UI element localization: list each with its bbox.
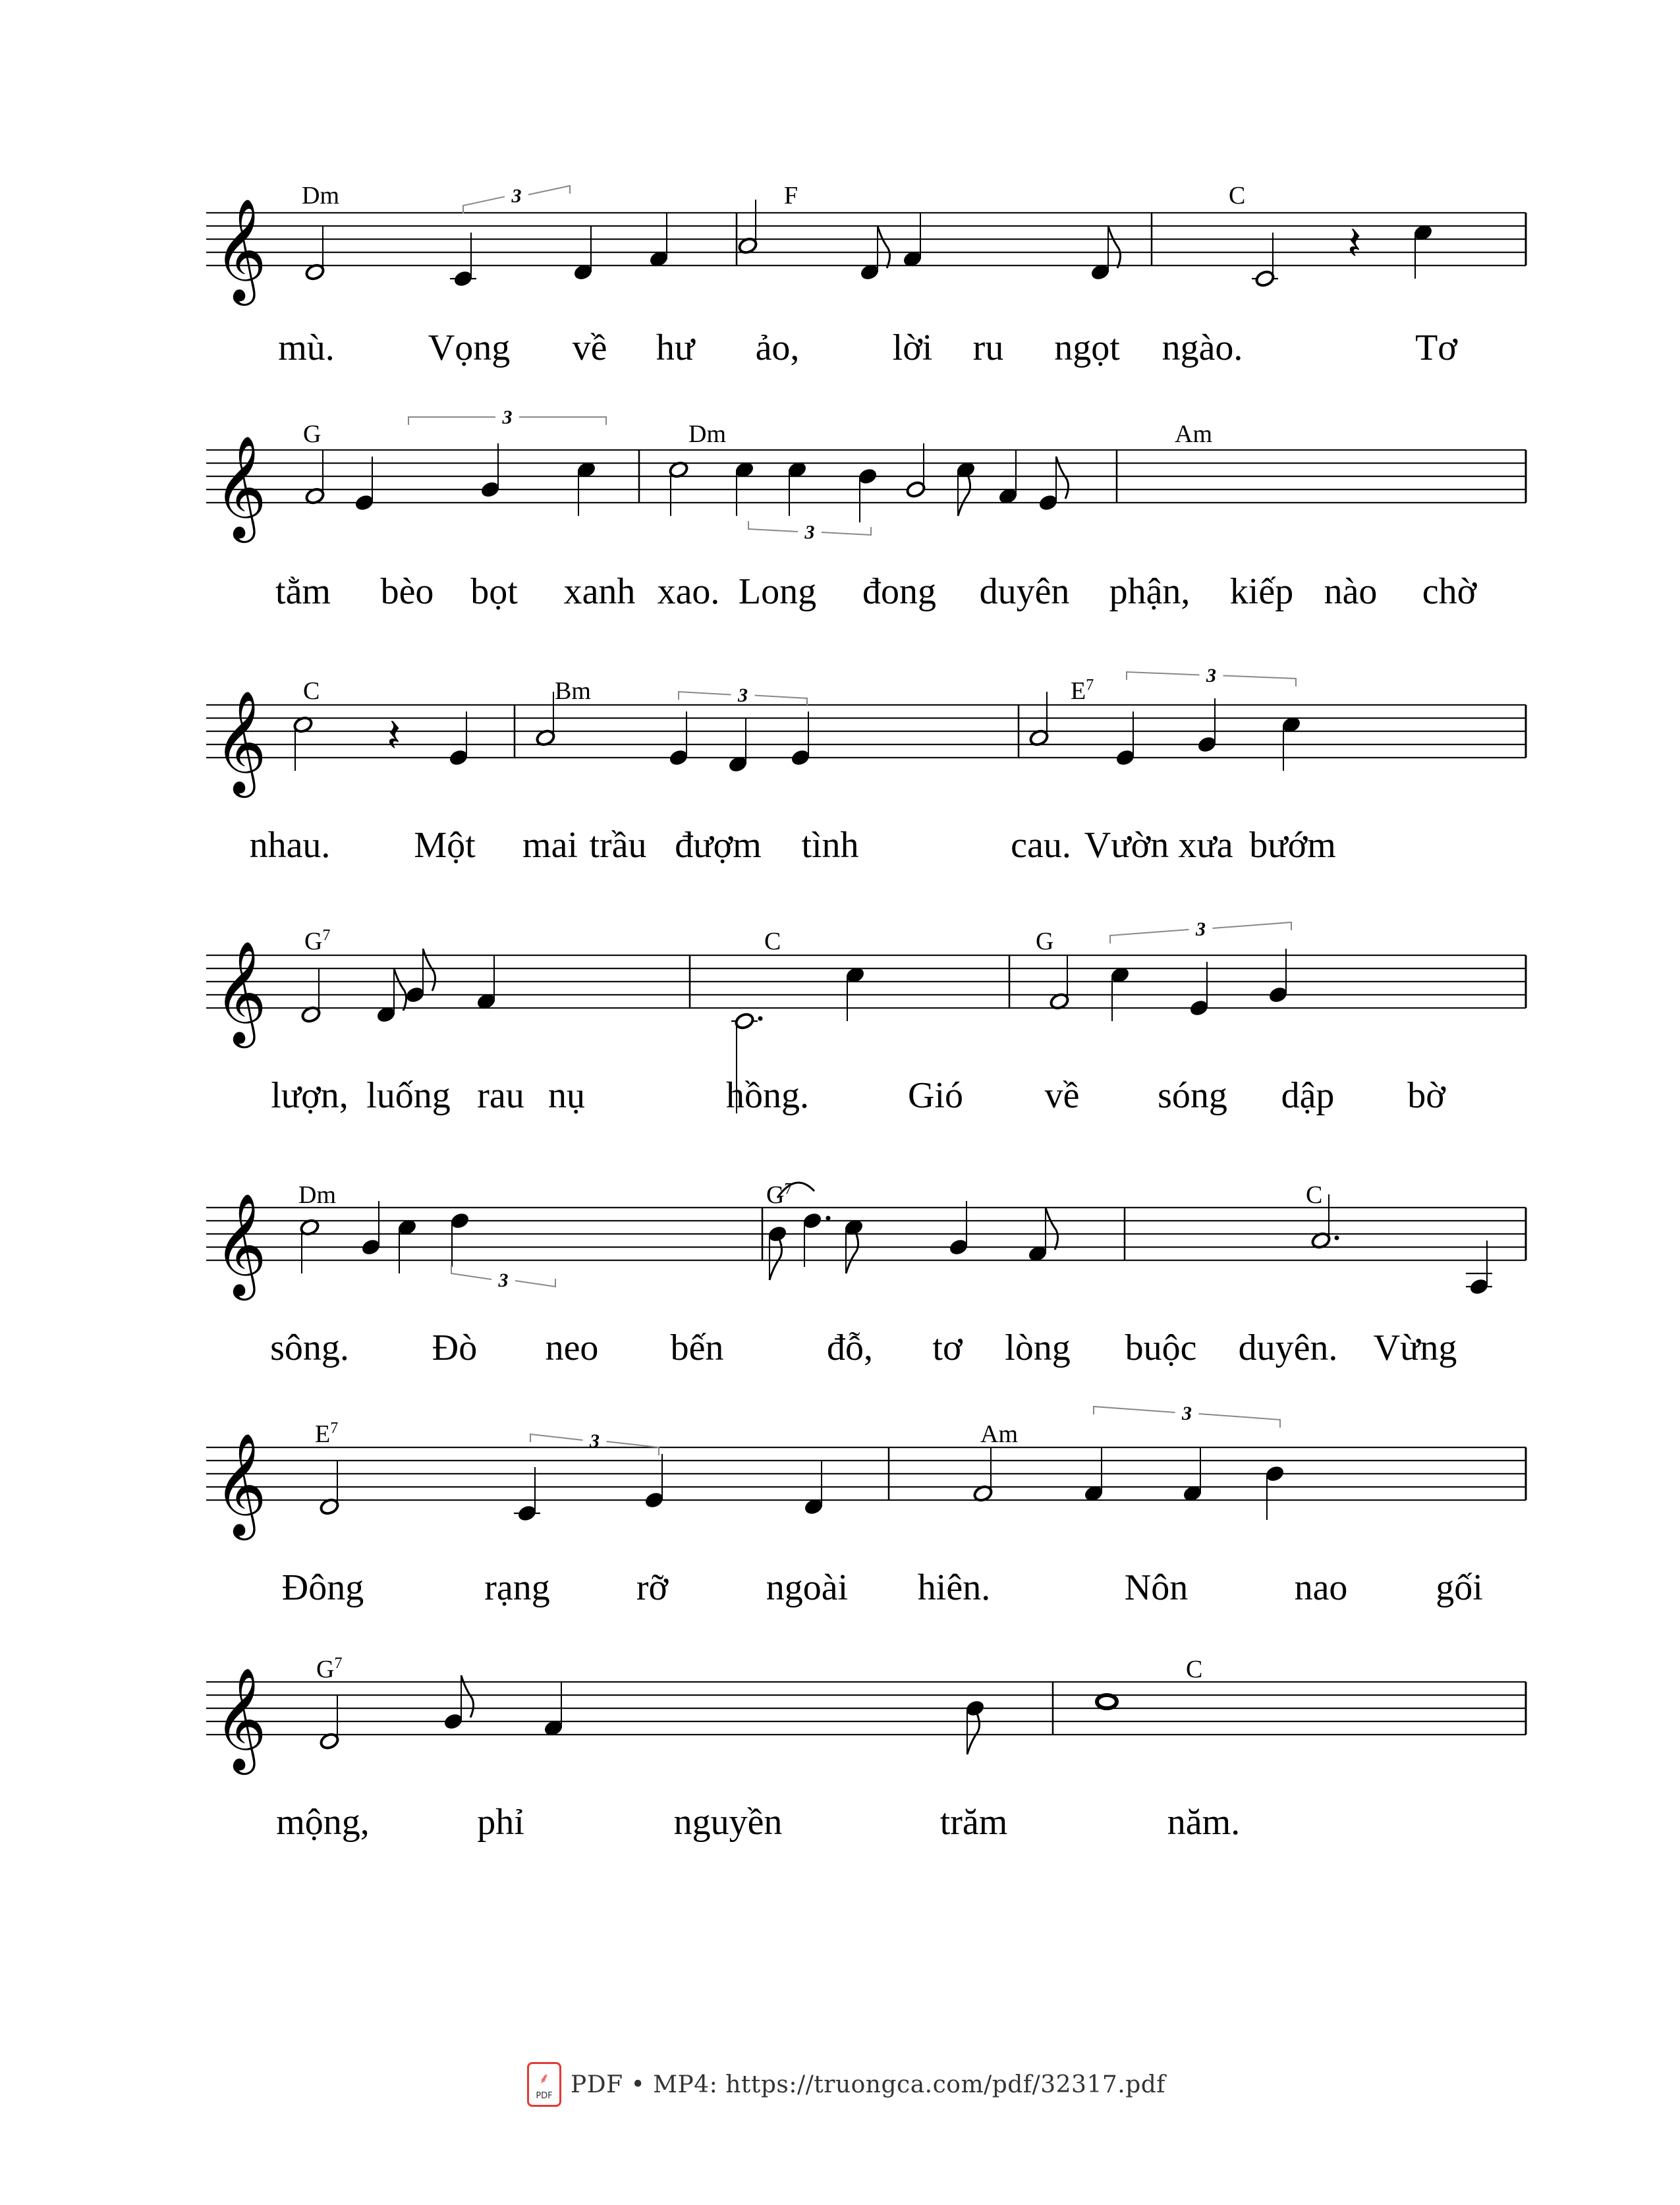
lyric-syllable: hư [656, 327, 695, 368]
chord-symbol: $G^7$ [766, 1181, 793, 1209]
lyric-syllable: ngọt [1054, 327, 1120, 368]
note [480, 443, 501, 499]
eighth-flag [958, 474, 970, 516]
note [843, 1218, 864, 1273]
treble-clef-icon: 𝄞 [214, 1667, 267, 1770]
note [1252, 233, 1278, 288]
lyric-syllable: rỡ [636, 1567, 669, 1608]
note [1347, 216, 1361, 270]
lyric-syllable: hồng. [726, 1075, 809, 1116]
tuplet-bracket [679, 684, 807, 706]
tuplet-number: 3 [1182, 1403, 1192, 1424]
note [1189, 962, 1210, 1017]
note [859, 226, 889, 281]
tuplet-bracket [408, 406, 606, 428]
note [767, 1225, 788, 1280]
chord-symbol: Dm [298, 1181, 336, 1209]
eighth-flag [394, 968, 406, 1011]
note [319, 1461, 340, 1516]
treble-clef-icon: 𝄞 [214, 198, 267, 301]
note [668, 712, 689, 767]
lyric-syllable: chờ [1422, 571, 1477, 612]
note [387, 708, 401, 762]
lyric-syllable: lời [892, 327, 933, 368]
lyric-syllable: đỗ, [827, 1327, 873, 1368]
staff-system [206, 1667, 1526, 1775]
note [293, 715, 314, 771]
lyric-syllable: Tơ [1415, 327, 1457, 368]
chord-symbol: $E^7$ [1071, 677, 1094, 705]
lyric-syllable: xưa [1178, 825, 1233, 866]
chord-symbol: C [764, 928, 781, 955]
eighth-flag [770, 1238, 782, 1280]
lyric-syllable: Một [414, 825, 476, 866]
note [1182, 1447, 1203, 1503]
note [354, 457, 375, 512]
treble-clef-icon: 𝄞 [214, 940, 267, 1044]
chord-symbol: G [1036, 928, 1054, 955]
staff-system [206, 182, 1526, 306]
lyric-syllable: nào [1324, 571, 1378, 612]
note [955, 461, 976, 516]
chord-symbol: C [1186, 1656, 1203, 1683]
note [845, 966, 866, 1021]
lyric-syllable: sông. [270, 1327, 349, 1368]
note [443, 1675, 473, 1731]
lyric-syllable: gối [1436, 1567, 1483, 1608]
lyric-syllable: sóng [1158, 1075, 1227, 1116]
duration-dot [826, 1216, 831, 1221]
lyric-syllable: xao. [657, 571, 720, 612]
lyric-syllable: tơ [932, 1327, 963, 1368]
note [1049, 955, 1070, 1011]
note [737, 200, 758, 255]
note [1083, 1447, 1104, 1503]
duration-dot [1335, 1236, 1339, 1241]
lyric-syllable: neo [545, 1327, 599, 1368]
lyric-syllable: Đông [281, 1567, 364, 1608]
note [1097, 1695, 1117, 1708]
duration-dot [758, 1017, 763, 1021]
note [543, 1682, 564, 1737]
lyric-syllable: mộng, [276, 1802, 370, 1843]
lyric-syllable: Long [738, 571, 817, 612]
lyric-syllable: Gió [908, 1075, 963, 1116]
note [1413, 223, 1434, 279]
note [905, 443, 926, 499]
eighth-flag [1108, 226, 1121, 268]
tuplet-number: 3 [498, 1270, 509, 1291]
note [965, 1699, 986, 1754]
lyric-syllable: bến [670, 1327, 724, 1368]
chord-symbol: Am [1175, 420, 1212, 448]
lyric-syllable: nao [1294, 1567, 1348, 1608]
lyric-syllable: dập [1281, 1075, 1335, 1116]
lyric-syllable: cau. [1011, 825, 1071, 866]
lyric-syllable: về [1044, 1075, 1080, 1116]
eighth-flag [878, 226, 890, 268]
lyric-syllable: đong [862, 571, 936, 612]
note [727, 718, 748, 773]
note [450, 233, 476, 288]
tuplet-number: 3 [1206, 665, 1216, 686]
note [376, 968, 406, 1024]
quarter-rest-icon: 𝄽 [387, 708, 401, 762]
lyric-syllable: phỉ [477, 1802, 524, 1843]
lyric-syllable: bọt [470, 571, 518, 612]
note [1115, 712, 1136, 767]
tuplet-number: 3 [738, 684, 748, 706]
lyric-syllable: luống [366, 1075, 451, 1116]
footer-link-text[interactable]: PDF • MP4: https://truongca.com/pdf/32317.pdf [571, 2071, 1166, 2098]
lyric-syllable: tằm [275, 571, 331, 612]
lyric-syllable: xanh [563, 571, 636, 612]
chord-symbol: C [303, 677, 320, 705]
note [1038, 457, 1068, 512]
lyric-syllable: kiếp [1229, 571, 1294, 612]
note [803, 1461, 824, 1516]
lyric-syllable: bờ [1407, 1075, 1445, 1116]
note [299, 1218, 320, 1273]
note [319, 1695, 340, 1750]
tuplet-bracket [463, 185, 570, 213]
note [787, 461, 808, 516]
pdf-icon-label: PDF [536, 2091, 553, 2101]
note [644, 1454, 665, 1509]
lyric-syllable: rạng [484, 1567, 550, 1608]
note [304, 450, 325, 505]
tuplet-bracket [530, 1430, 659, 1455]
note [535, 692, 556, 747]
tuplet-bracket [451, 1266, 555, 1291]
lyric-syllable: tình [801, 825, 859, 866]
treble-clef-icon: 𝄞 [214, 1432, 267, 1536]
chord-symbol: $G^7$ [316, 1655, 343, 1683]
lyric-syllable: ngào. [1162, 327, 1243, 368]
note [448, 712, 469, 767]
staff-system [206, 1403, 1526, 1540]
note [857, 467, 878, 522]
quarter-rest-icon: 𝄽 [1347, 216, 1362, 270]
tuplet-number: 3 [511, 185, 522, 207]
lyric-syllable: mù. [278, 327, 335, 368]
chord-symbol: $E^7$ [315, 1420, 339, 1448]
footer-download-link[interactable] [527, 2058, 1165, 2111]
note [449, 1212, 470, 1267]
note [1196, 698, 1218, 754]
lyric-syllable: duyên. [1238, 1327, 1338, 1368]
tuplet-number: 3 [804, 521, 815, 544]
chord-symbol: C [1229, 182, 1246, 209]
lyric-syllable: bèo [380, 571, 434, 612]
note [1466, 1241, 1492, 1296]
note [397, 1218, 418, 1273]
note [1027, 1208, 1057, 1263]
lyric-syllable: nguyền [673, 1802, 783, 1843]
note [648, 213, 669, 268]
treble-clef-icon: 𝄞 [214, 1192, 267, 1296]
note [1090, 226, 1120, 281]
note [514, 1467, 540, 1522]
staff-system [206, 406, 1526, 544]
lyric-syllable: mai [522, 825, 578, 866]
note [734, 461, 755, 516]
lyric-syllable: lòng [1005, 1327, 1071, 1368]
lyric-syllable: trầu [589, 825, 647, 866]
tuplet-number: 3 [590, 1430, 600, 1452]
tuplet-bracket [748, 521, 871, 544]
note [405, 949, 435, 1004]
chord-symbol: G [303, 420, 322, 448]
lyric-syllable: Vừng [1373, 1327, 1457, 1368]
note [573, 226, 594, 281]
lyric-syllable: Vườn [1084, 825, 1169, 866]
lyric-syllable: về [572, 327, 607, 368]
lyric-syllable: phận, [1109, 571, 1190, 612]
acrobat-glyph-icon: ⸙ [538, 2071, 550, 2087]
chord-symbol: Bm [555, 677, 591, 705]
chord-symbol: Am [980, 1420, 1018, 1448]
note [802, 1212, 830, 1267]
note [1268, 949, 1289, 1004]
lyric-syllable: ru [972, 327, 1004, 368]
note [1028, 692, 1050, 747]
chord-symbol: C [1306, 1181, 1323, 1209]
eighth-flag [1046, 1208, 1058, 1250]
lyric-syllable: lượn, [271, 1075, 349, 1116]
lyric-syllable: duyên [979, 571, 1070, 612]
lyric-syllable: bướm [1249, 825, 1336, 866]
lyric-syllable: buộc [1125, 1327, 1197, 1368]
lyric-syllable: đượm [675, 825, 762, 866]
note [948, 1201, 969, 1256]
chord-symbol: F [784, 182, 798, 209]
lyric-syllable: năm. [1167, 1802, 1241, 1843]
note [476, 955, 497, 1011]
chord-symbol: Dm [302, 182, 339, 209]
note [576, 461, 597, 516]
staff-system [206, 1183, 1526, 1300]
note [1264, 1465, 1285, 1520]
note [300, 968, 322, 1024]
note [304, 226, 325, 281]
note [668, 461, 689, 516]
note [790, 712, 811, 767]
lyric-syllable: nụ [548, 1075, 585, 1116]
lyric-syllable: trăm [939, 1802, 1008, 1843]
treble-clef-icon: 𝄞 [214, 435, 267, 538]
note [972, 1447, 994, 1503]
note [1109, 966, 1131, 1021]
lyric-syllable: rau [477, 1075, 524, 1116]
lyric-syllable: Nôn [1124, 1567, 1189, 1608]
tuplet-bracket [1127, 665, 1296, 686]
eighth-flag [967, 1712, 980, 1754]
chord-symbol: $G^7$ [304, 927, 331, 955]
tuplet-number: 3 [1196, 918, 1206, 940]
lyric-syllable: ảo, [755, 327, 800, 368]
whole-notehead [1097, 1695, 1117, 1708]
note [902, 213, 923, 268]
lyric-syllable: ngoài [766, 1567, 849, 1608]
pdf-file-icon [527, 2062, 561, 2107]
lyric-syllable: Đò [432, 1327, 478, 1368]
lyric-syllable: Vọng [428, 327, 511, 368]
staff-system [206, 665, 1526, 798]
lyric-syllable: nhau. [249, 825, 331, 866]
treble-clef-icon: 𝄞 [214, 690, 267, 793]
tuplet-bracket [1094, 1403, 1280, 1428]
note [1281, 715, 1302, 771]
note [360, 1201, 381, 1256]
lyric-syllable: hiên. [917, 1567, 991, 1608]
chord-symbol: Dm [688, 420, 726, 448]
note [997, 450, 1019, 505]
eighth-flag [846, 1231, 858, 1273]
tuplet-bracket [1110, 918, 1291, 943]
tuplet-number: 3 [502, 406, 513, 428]
